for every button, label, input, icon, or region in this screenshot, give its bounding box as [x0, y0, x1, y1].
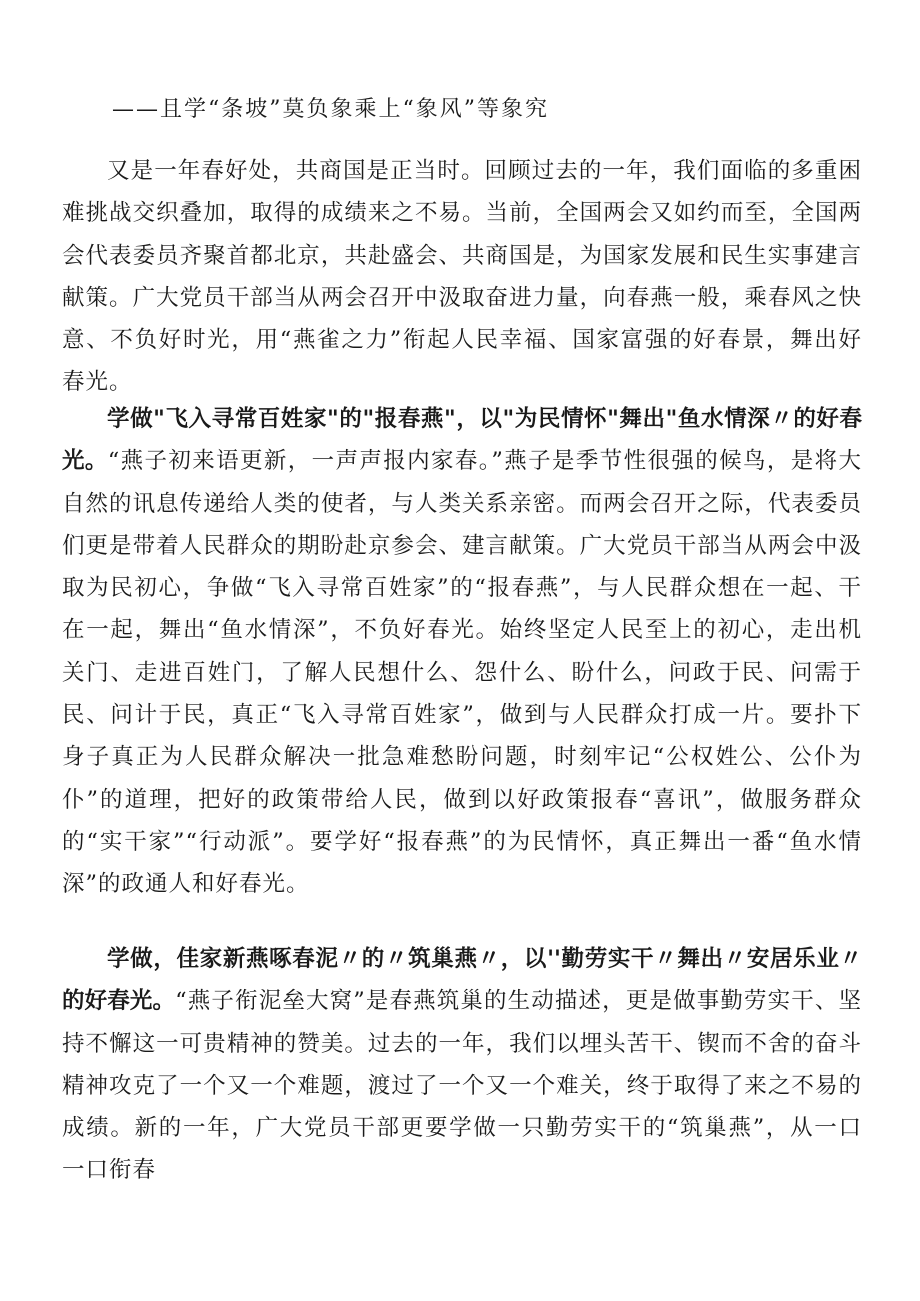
paragraph-intro — [62, 150, 862, 404]
paragraph-body: 又是一年春好处，共商国是正当时。回顾过去的一年，我们面临的多重困难挑战交织叠加，取得的成绩来之不易。当前，全国两会又如约而至，全国两会代表委员齐聚首都北京，共赴盛会、共商国是，为国家发展和民生实事建言献策。广大党员干部当从两会召开中汲取奋进力量，向春燕一般，乘春风之快意、不负好时光，用“燕雀之力”衔起人民幸福、国家富强的好春景，舞出好春光。 — [62, 158, 862, 396]
paragraph-zhu-chao-yan — [62, 938, 862, 1192]
paragraph-heading: 学做"飞入寻常百姓家"的"报春燕"，以"为民情怀"舞出"鱼水情深〃的好春光。 — [62, 406, 862, 475]
document-subtitle: ——且学“条坡”莫负象乘上“象风”等象究 — [112, 97, 549, 122]
paragraph-bao-chun-yan — [62, 398, 862, 906]
paragraph-heading: 学做，佳家新燕啄春泥〃的〃筑巢燕〃，以''勤劳实干〃舞出〃安居乐业〃的好春光。 — [62, 946, 862, 1015]
paragraph-body: “燕子初来语更新，一声声报内家春。”燕子是季节性很强的候鸟，是将大自然的讯息传递给人类的使者，与人类关系亲密。而两会召开之际，代表委员们更是带着人民群众的期盼赴京参会、建言献策。广大党员干部当从两会中汲取为民初心，争做“飞入寻常百姓家”的“报春燕”，与人民群众想在一起、干在一起，舞出“鱼水情深”，不负好春光。始终坚定人民至上的初心，走出机关门、走进百姓门，了解人民想什么、怨什么、盼什么，问政于民、问需于民、问计于民，真正“飞入寻常百姓家”，做到与人民群众打成一片。要扑下身子真正为人民群众解决一批急难愁盼问题，时刻牢记“公权姓公、公仆为仆”的道理，把好的政策带给人民，做到以好政策报春“喜讯”，做服务群众的“实干家”“行动派”。要学好“报春燕”的为民情怀，真正舞出一番“鱼水情深”的政通人和好春光。 — [62, 448, 862, 898]
paragraph-body: “燕子衔泥垒大窝”是春燕筑巢的生动描述，更是做事勤劳实干、坚持不懈这一可贵精神的赞美。过去的一年，我们以埋头苦干、锲而不舍的奋斗精神攻克了一个又一个难题，渡过了一个又一个难关，终于取得了来之不易的成绩。新的一年，广大党员干部更要学做一只勤劳实干的“筑巢燕”，从一口一口衔春 — [62, 988, 862, 1184]
